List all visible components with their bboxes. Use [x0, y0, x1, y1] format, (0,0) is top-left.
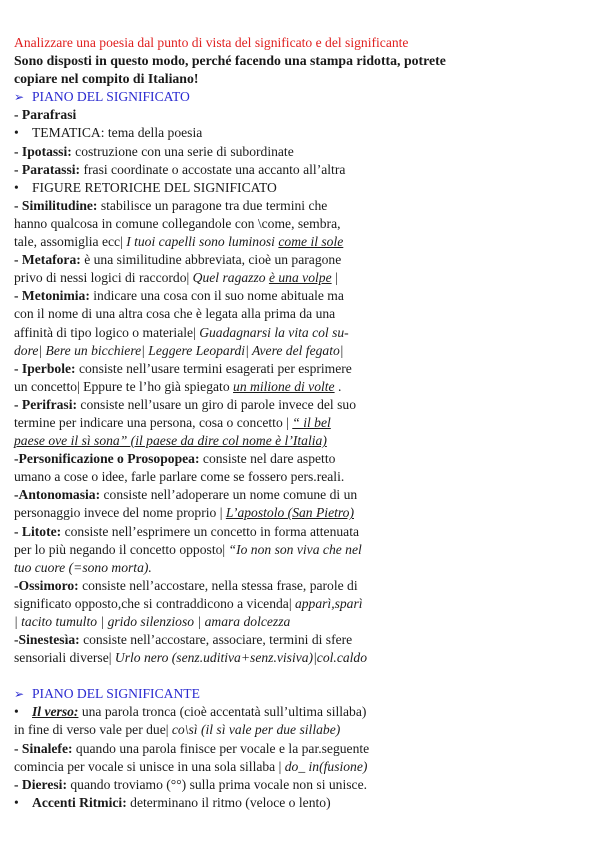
- document-page: [14, 34, 584, 812]
- sinalefe-line-1: - Sinalefe: quando una parola finisce per vocale e la par.seguente: [14, 740, 370, 756]
- ossimoro-line-3: | tacito tumulto | grido silenzioso | amara dolcezza: [14, 614, 291, 629]
- iperbole-line-1: - Iperbole: consiste nell’usare termini esagerati per esprimere: [14, 360, 352, 376]
- section-gap: [14, 667, 584, 685]
- ossimoro-line-1: -Ossimoro: consiste nell’accostare, nella stessa frase, parole di: [14, 577, 358, 593]
- section-heading-significato: ➢ PIANO DEL SIGNIFICATO: [14, 88, 584, 106]
- document-title: Analizzare una poesia dal punto di vista del significato e del significante: [14, 35, 409, 50]
- verso-line-2: in fine di verso vale per due| co\sì (il sì vale per due sillabe): [14, 722, 341, 738]
- sinalefe-line-2: comincia per vocale si unisce in una sola sillaba | do_ in(fusione): [14, 758, 368, 774]
- litote-line-3: tuo cuore (=sono morta).: [14, 559, 152, 575]
- section-heading-significante: ➢ PIANO DEL SIGNIFICANTE: [14, 685, 584, 703]
- similitudine-line-3: tale, assomiglia ecc| I tuoi capelli sono luminosi come il sole: [14, 234, 344, 250]
- iperbole-line-2: un concetto| Eppure te l’ho già spiegato un milione di volte .: [14, 378, 342, 394]
- personificazione-line-2: umano a cose o idee, farle parlare come se fossero pers.reali.: [14, 469, 345, 485]
- note-line-1: Sono disposti in questo modo, perché facendo una stampa ridotta, potrete: [14, 53, 446, 69]
- bullet-icon: •: [14, 125, 19, 141]
- ipotassi-item: - Ipotassi: costruzione con una serie di subordinate: [14, 143, 294, 159]
- dieresi-line: - Dieresi: quando troviamo (°°) sulla prima vocale non si unisce.: [14, 776, 368, 792]
- perifrasi-line-1: - Perifrasi: consiste nell’usare un giro di parole invece del suo: [14, 396, 356, 412]
- bullet-icon: •: [14, 704, 19, 720]
- perifrasi-line-2: termine per indicare una persona, cosa o concetto | “ il bel: [14, 414, 331, 430]
- metonimia-line-3: affinità di tipo logico o materiale| Guadagnarsi la vita col su-: [14, 324, 349, 340]
- metonimia-line-2: con il nome di una altra cosa che è legata alla prima da una: [14, 306, 336, 322]
- similitudine-line-2: hanno qualcosa in comune collegandole con \come, sembra,: [14, 215, 341, 231]
- verso-line-1: • Il verso: una parola tronca (cioè accentatà sull’ultima sillaba): [14, 703, 584, 721]
- sinestesia-line-2: sensoriali diverse| Urlo nero (senz.uditiva+senz.visiva)|col.caldo: [14, 650, 368, 666]
- arrow-bullet-icon: ➢: [14, 90, 25, 105]
- ossimoro-line-2: significato opposto,che si contraddicono a vicenda| apparì,sparì: [14, 595, 363, 611]
- similitudine-line-1: - Similitudine: stabilisce un paragone tra due termini che: [14, 197, 328, 213]
- note-line-2: copiare nel compito di Italiano!: [14, 71, 199, 87]
- figure-heading: • FIGURE RETORICHE DEL SIGNIFICATO: [14, 179, 584, 197]
- metafora-line-2: privo di nessi logici di raccordo| Quel ragazzo è una volpe |: [14, 270, 338, 286]
- parafrasi-heading: - Parafrasi: [14, 107, 77, 123]
- tematica-item: • TEMATICA: tema della poesia: [14, 124, 584, 142]
- sinestesia-line-1: -Sinestesìa: consiste nell’accostare, associare, termini di sfere: [14, 632, 353, 648]
- personificazione-line-1: -Personificazione o Prosopopea: consiste nel dare aspetto: [14, 451, 336, 467]
- antonomasia-line-2: personaggio invece del nome proprio | L’apostolo (San Pietro): [14, 505, 354, 521]
- paratassi-item: - Paratassi: frasi coordinate o accostate una accanto all’altra: [14, 161, 346, 177]
- antonomasia-line-1: -Antonomasia: consiste nell’adoperare un nome comune di un: [14, 487, 358, 503]
- accenti-line: • Accenti Ritmici: determinano il ritmo (veloce o lento): [14, 794, 584, 812]
- bullet-icon: •: [14, 179, 19, 195]
- metonimia-line-1: - Metonimia: indicare una cosa con il suo nome abituale ma: [14, 288, 344, 304]
- arrow-bullet-icon: ➢: [14, 687, 25, 702]
- litote-line-2: per lo più negando il concetto opposto| “Io non son viva che nel: [14, 541, 362, 557]
- metafora-line-1: - Metafora: è una similitudine abbreviata, cioè un paragone: [14, 252, 342, 268]
- perifrasi-line-3: paese ove il sì sona” (il paese da dire col nome è l’Italia): [14, 433, 327, 449]
- metonimia-line-4: dore| Bere un bicchiere| Leggere Leopardi| Avere del fegato|: [14, 342, 344, 358]
- bullet-icon: •: [14, 794, 19, 810]
- litote-line-1: - Litote: consiste nell’esprimere un concetto in forma attenuata: [14, 523, 360, 539]
